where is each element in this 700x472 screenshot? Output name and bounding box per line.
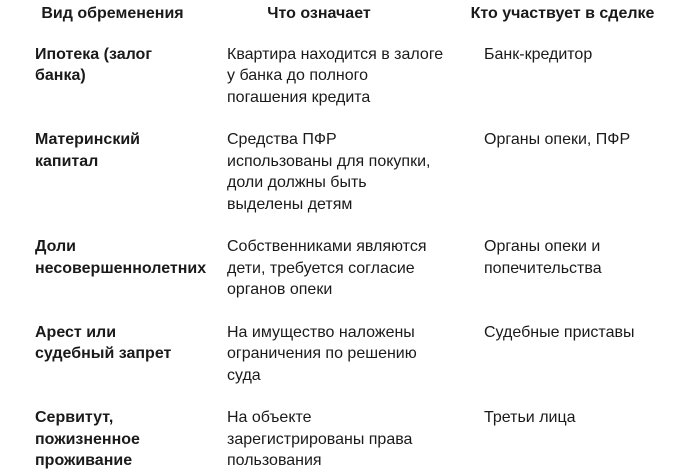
cell-parties: Банк-кредитор [484, 45, 593, 63]
cell-meaning: На объекте зарегистрированы права пользования [227, 409, 413, 469]
cell-parties: Судебные приставы [484, 323, 635, 341]
cell-type: Ипотека (залог банка) [35, 45, 152, 84]
cell-meaning: Средства ПФР использованы для покупки, доли должны быть выделены детям [227, 131, 431, 213]
cell-parties: Третьи лица [484, 409, 576, 426]
table-body [0, 36, 690, 472]
cell-type: Материнский капитал [35, 131, 141, 170]
table-header [0, 0, 690, 36]
header-type: Вид обременения [41, 5, 184, 22]
cell-type: Доли несовершеннолетних [35, 238, 207, 277]
header-row [0, 0, 690, 36]
cell-type: Сервитут, пожизненное проживание [35, 409, 140, 469]
table-row [0, 399, 690, 472]
header-meaning: Что означает [267, 5, 371, 22]
cell-meaning: Квартира находится в залоге у банка до полного погашения кредита [227, 45, 444, 106]
cell-parties: Органы опеки и попечительства [484, 238, 602, 277]
table-row [0, 36, 690, 122]
cell-meaning: На имущество наложены ограничения по решению суда [227, 323, 417, 384]
cell-parties: Органы опеки, ПФР [484, 131, 631, 148]
cell-type: Арест или судебный запрет [35, 323, 172, 362]
header-parties: Кто участвует в сделке [470, 5, 655, 22]
cell-meaning: Собственниками являются дети, требуется согласие органов опеки [227, 238, 427, 298]
table-row [0, 228, 690, 314]
table-row [0, 314, 690, 400]
table-row [0, 121, 690, 228]
